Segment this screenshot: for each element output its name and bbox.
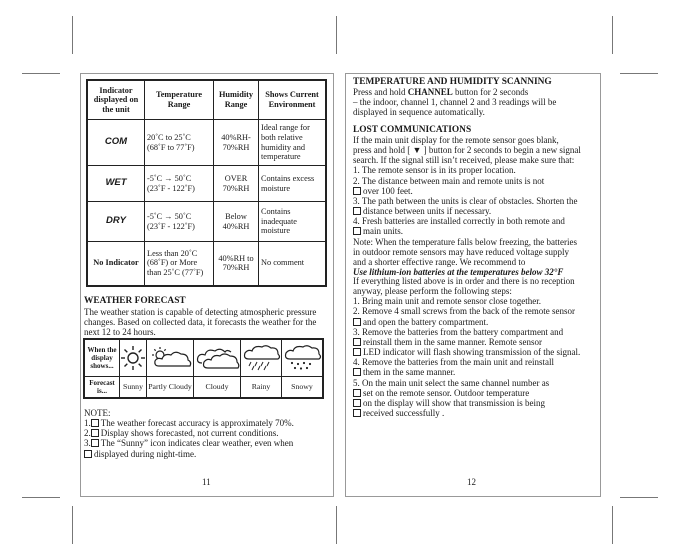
text-span: 4. Remove the batteries from the main unit and reinstall xyxy=(353,357,554,368)
text-span: them in the same manner. xyxy=(363,367,456,378)
checkbox-glyph xyxy=(84,450,92,458)
temperature-cell: 20˚C to 25˚C (68˚F to 77˚F) xyxy=(145,120,214,166)
note-item xyxy=(84,438,329,448)
text-line: and a shorter effective range. We recommend to xyxy=(353,256,526,267)
crop-mark xyxy=(612,16,613,54)
step-line xyxy=(353,367,600,377)
lost-communications-text xyxy=(353,135,600,277)
note-text: The “Sunny” icon indicates clear weather, even when xyxy=(100,438,294,449)
checkbox-glyph xyxy=(353,227,361,235)
scanning-text xyxy=(353,87,598,117)
crop-mark xyxy=(620,497,658,498)
temperature-cell: Less than 20˚C (68˚F) or More than 25˚C (77˚F) xyxy=(145,242,214,286)
forecast-label: Cloudy xyxy=(194,376,241,398)
table-row xyxy=(87,166,326,202)
text-line: 2. The distance between main and remote units is not xyxy=(353,175,545,186)
table-row xyxy=(87,120,326,166)
checkbox-glyph xyxy=(91,429,99,437)
crop-mark xyxy=(22,497,60,498)
weather-forecast-heading: WEATHER FORECAST xyxy=(84,296,186,306)
text-span: set on the remote sensor. Outdoor temperature xyxy=(363,387,530,398)
checkbox-glyph xyxy=(353,318,361,326)
text-line: in outdoor remote sensors may have reduced voltage supply xyxy=(353,246,569,257)
indicator-label: COM xyxy=(87,120,145,166)
step-line xyxy=(353,398,600,408)
environment-cell: Contains inadequate moisture xyxy=(259,202,327,242)
text-span: and open the battery compartment. xyxy=(363,316,489,327)
checkbox-glyph xyxy=(353,399,361,407)
text-span: main units. xyxy=(363,226,403,237)
channel-label: CHANNEL xyxy=(407,87,453,97)
table-header-row xyxy=(87,80,326,120)
text-line: search. If the signal still isn’t received, please make sure that: xyxy=(353,155,575,166)
forecast-icon-cell xyxy=(147,339,194,376)
step-line xyxy=(353,317,600,327)
note-number: 1. xyxy=(84,418,91,429)
step-line xyxy=(353,296,600,306)
snow-icon xyxy=(282,345,322,371)
forecast-label: Partly Cloudy xyxy=(147,376,194,398)
temperature-cell: -5˚C → 50˚C (23˚F - 122˚F) xyxy=(145,202,214,242)
note-item xyxy=(84,428,329,438)
forecast-icon-cell xyxy=(194,339,241,376)
text-span: LED indicator will flash showing transmission of the signal. xyxy=(363,347,581,358)
step-line xyxy=(353,306,600,316)
table-row xyxy=(87,202,326,242)
text-span: 3. Remove the batteries from the battery compartment and xyxy=(353,326,564,337)
text-line: – the indoor, channel 1, channel 2 and 3 readings will be xyxy=(353,97,557,108)
checkbox-glyph xyxy=(353,389,361,397)
note-block xyxy=(84,408,329,459)
forecast-label-row xyxy=(84,376,323,398)
crop-mark xyxy=(620,73,658,74)
step-line xyxy=(353,378,600,388)
forecast-table xyxy=(83,338,324,399)
scanning-heading: TEMPERATURE AND HUMIDITY SCANNING xyxy=(353,77,552,87)
step-line xyxy=(353,408,600,418)
crop-mark xyxy=(336,16,337,54)
text-line xyxy=(353,206,600,216)
note-item xyxy=(84,418,329,428)
text-line: anyway, please perform the following steps: xyxy=(353,286,512,297)
reception-steps xyxy=(353,276,600,418)
note-number: 2. xyxy=(84,428,91,439)
note-number: 3. xyxy=(84,438,91,449)
environment-cell: Ideal range for both relative humidity and temperature xyxy=(259,120,327,166)
text-span: over 100 feet. xyxy=(363,185,413,196)
environment-cell: No comment xyxy=(259,242,327,286)
crop-mark xyxy=(336,506,337,544)
forecast-icon-cell xyxy=(282,339,324,376)
weather-forecast-text: The weather station is capable of detecting atmospheric pressure changes. Based on collected data, it forecasts the weather for the next 12 to 24 hours. xyxy=(84,307,317,338)
left-page xyxy=(80,73,334,497)
crop-mark xyxy=(22,73,60,74)
temperature-cell: -5˚C → 50˚C (23˚F - 122˚F) xyxy=(145,166,214,202)
text-line: press and hold [ ▼ ] button for 2 seconds to begin a new signal xyxy=(353,145,581,156)
page-number: 11 xyxy=(202,477,211,487)
text-span: reinstall them in the same manner. Remote sensor xyxy=(363,336,542,347)
text-line xyxy=(353,186,600,196)
text-span: received successfully . xyxy=(363,408,445,419)
text-line: If the main unit display for the remote sensor goes blank, xyxy=(353,135,559,145)
humidity-cell: Below 40%RH xyxy=(214,202,259,242)
forecast-label: Rainy xyxy=(241,376,282,398)
crop-mark xyxy=(612,506,613,544)
checkbox-glyph xyxy=(91,419,99,427)
sun-icon xyxy=(120,345,146,371)
forecast-label: Sunny xyxy=(120,376,147,398)
text-span: Press and hold xyxy=(353,87,408,97)
checkbox-glyph xyxy=(353,187,361,195)
crop-mark xyxy=(72,16,73,54)
indicator-label: DRY xyxy=(87,202,145,242)
step-line xyxy=(353,337,600,347)
step-line xyxy=(353,357,600,367)
note-text: displayed during night-time. xyxy=(94,448,197,459)
battery-warning: Use lithium-ion batteries at the temperatures below 32°F xyxy=(353,267,564,278)
checkbox-glyph xyxy=(353,348,361,356)
note-text: Display shows forecasted, not current conditions. xyxy=(100,428,279,439)
step-line xyxy=(353,327,600,337)
humidity-cell: 40%RH to 70%RH xyxy=(214,242,259,286)
text-span: button for 2 seconds xyxy=(452,87,529,97)
table-header: Humidity Range xyxy=(214,80,259,120)
indicator-table xyxy=(86,79,327,287)
text-line: Note: When the temperature falls below freezing, the batteries xyxy=(353,236,577,247)
rain-icon xyxy=(241,345,281,371)
indicator-label: WET xyxy=(87,166,145,202)
text-line: displayed in sequence automatically. xyxy=(353,107,485,118)
table-header: Indicator displayed on the unit xyxy=(87,80,145,120)
text-span: distance between units if necessary. xyxy=(363,206,492,217)
note-label: NOTE: xyxy=(84,408,111,418)
forecast-row-label: When the display shows... xyxy=(84,339,120,376)
humidity-cell: OVER 70%RH xyxy=(214,166,259,202)
text-span: 5. On the main unit select the same channel number as xyxy=(353,377,550,388)
table-header: Shows Current Environment xyxy=(259,80,327,120)
text-line xyxy=(353,226,600,236)
text-line: 4. Fresh batteries are installed correctly in both remote and xyxy=(353,216,565,227)
text-line xyxy=(353,87,598,97)
note-item xyxy=(84,449,329,459)
indicator-label: No Indicator xyxy=(87,242,145,286)
table-row xyxy=(87,242,326,286)
text-line: 1. The remote sensor is in its proper location. xyxy=(353,165,516,176)
step-line xyxy=(353,347,600,357)
crop-mark xyxy=(72,506,73,544)
text-span: 2. Remove 4 small screws from the back of the remote sensor xyxy=(353,306,575,317)
checkbox-glyph xyxy=(353,207,361,215)
partly-cloudy-icon xyxy=(147,345,193,371)
note-text: The weather forecast accuracy is approximately 70%. xyxy=(100,418,294,429)
text-line: 3. The path between the units is clear of obstacles. Shorten the xyxy=(353,195,578,206)
forecast-icon-row xyxy=(84,339,323,376)
table-header: Temperature Range xyxy=(145,80,214,120)
page-number: 12 xyxy=(467,477,476,487)
checkbox-glyph xyxy=(353,409,361,417)
forecast-label: Snowy xyxy=(282,376,324,398)
checkbox-glyph xyxy=(91,439,99,447)
right-page xyxy=(345,73,601,497)
forecast-icon-cell xyxy=(241,339,282,376)
cloud-icon xyxy=(194,345,240,371)
environment-cell: Contains excess moisture xyxy=(259,166,327,202)
forecast-icon-cell xyxy=(120,339,147,376)
forecast-row-label: Forecast is... xyxy=(84,376,120,398)
checkbox-glyph xyxy=(353,338,361,346)
text-span: 1. Bring main unit and remote sensor close together. xyxy=(353,296,541,307)
text-line: If everything listed above is in order and there is no reception xyxy=(353,276,575,286)
checkbox-glyph xyxy=(353,368,361,376)
text-span: on the display will show that transmission is being xyxy=(363,397,545,408)
humidity-cell: 40%RH- 70%RH xyxy=(214,120,259,166)
step-line xyxy=(353,388,600,398)
lost-communications-heading: LOST COMMUNICATIONS xyxy=(353,125,472,135)
